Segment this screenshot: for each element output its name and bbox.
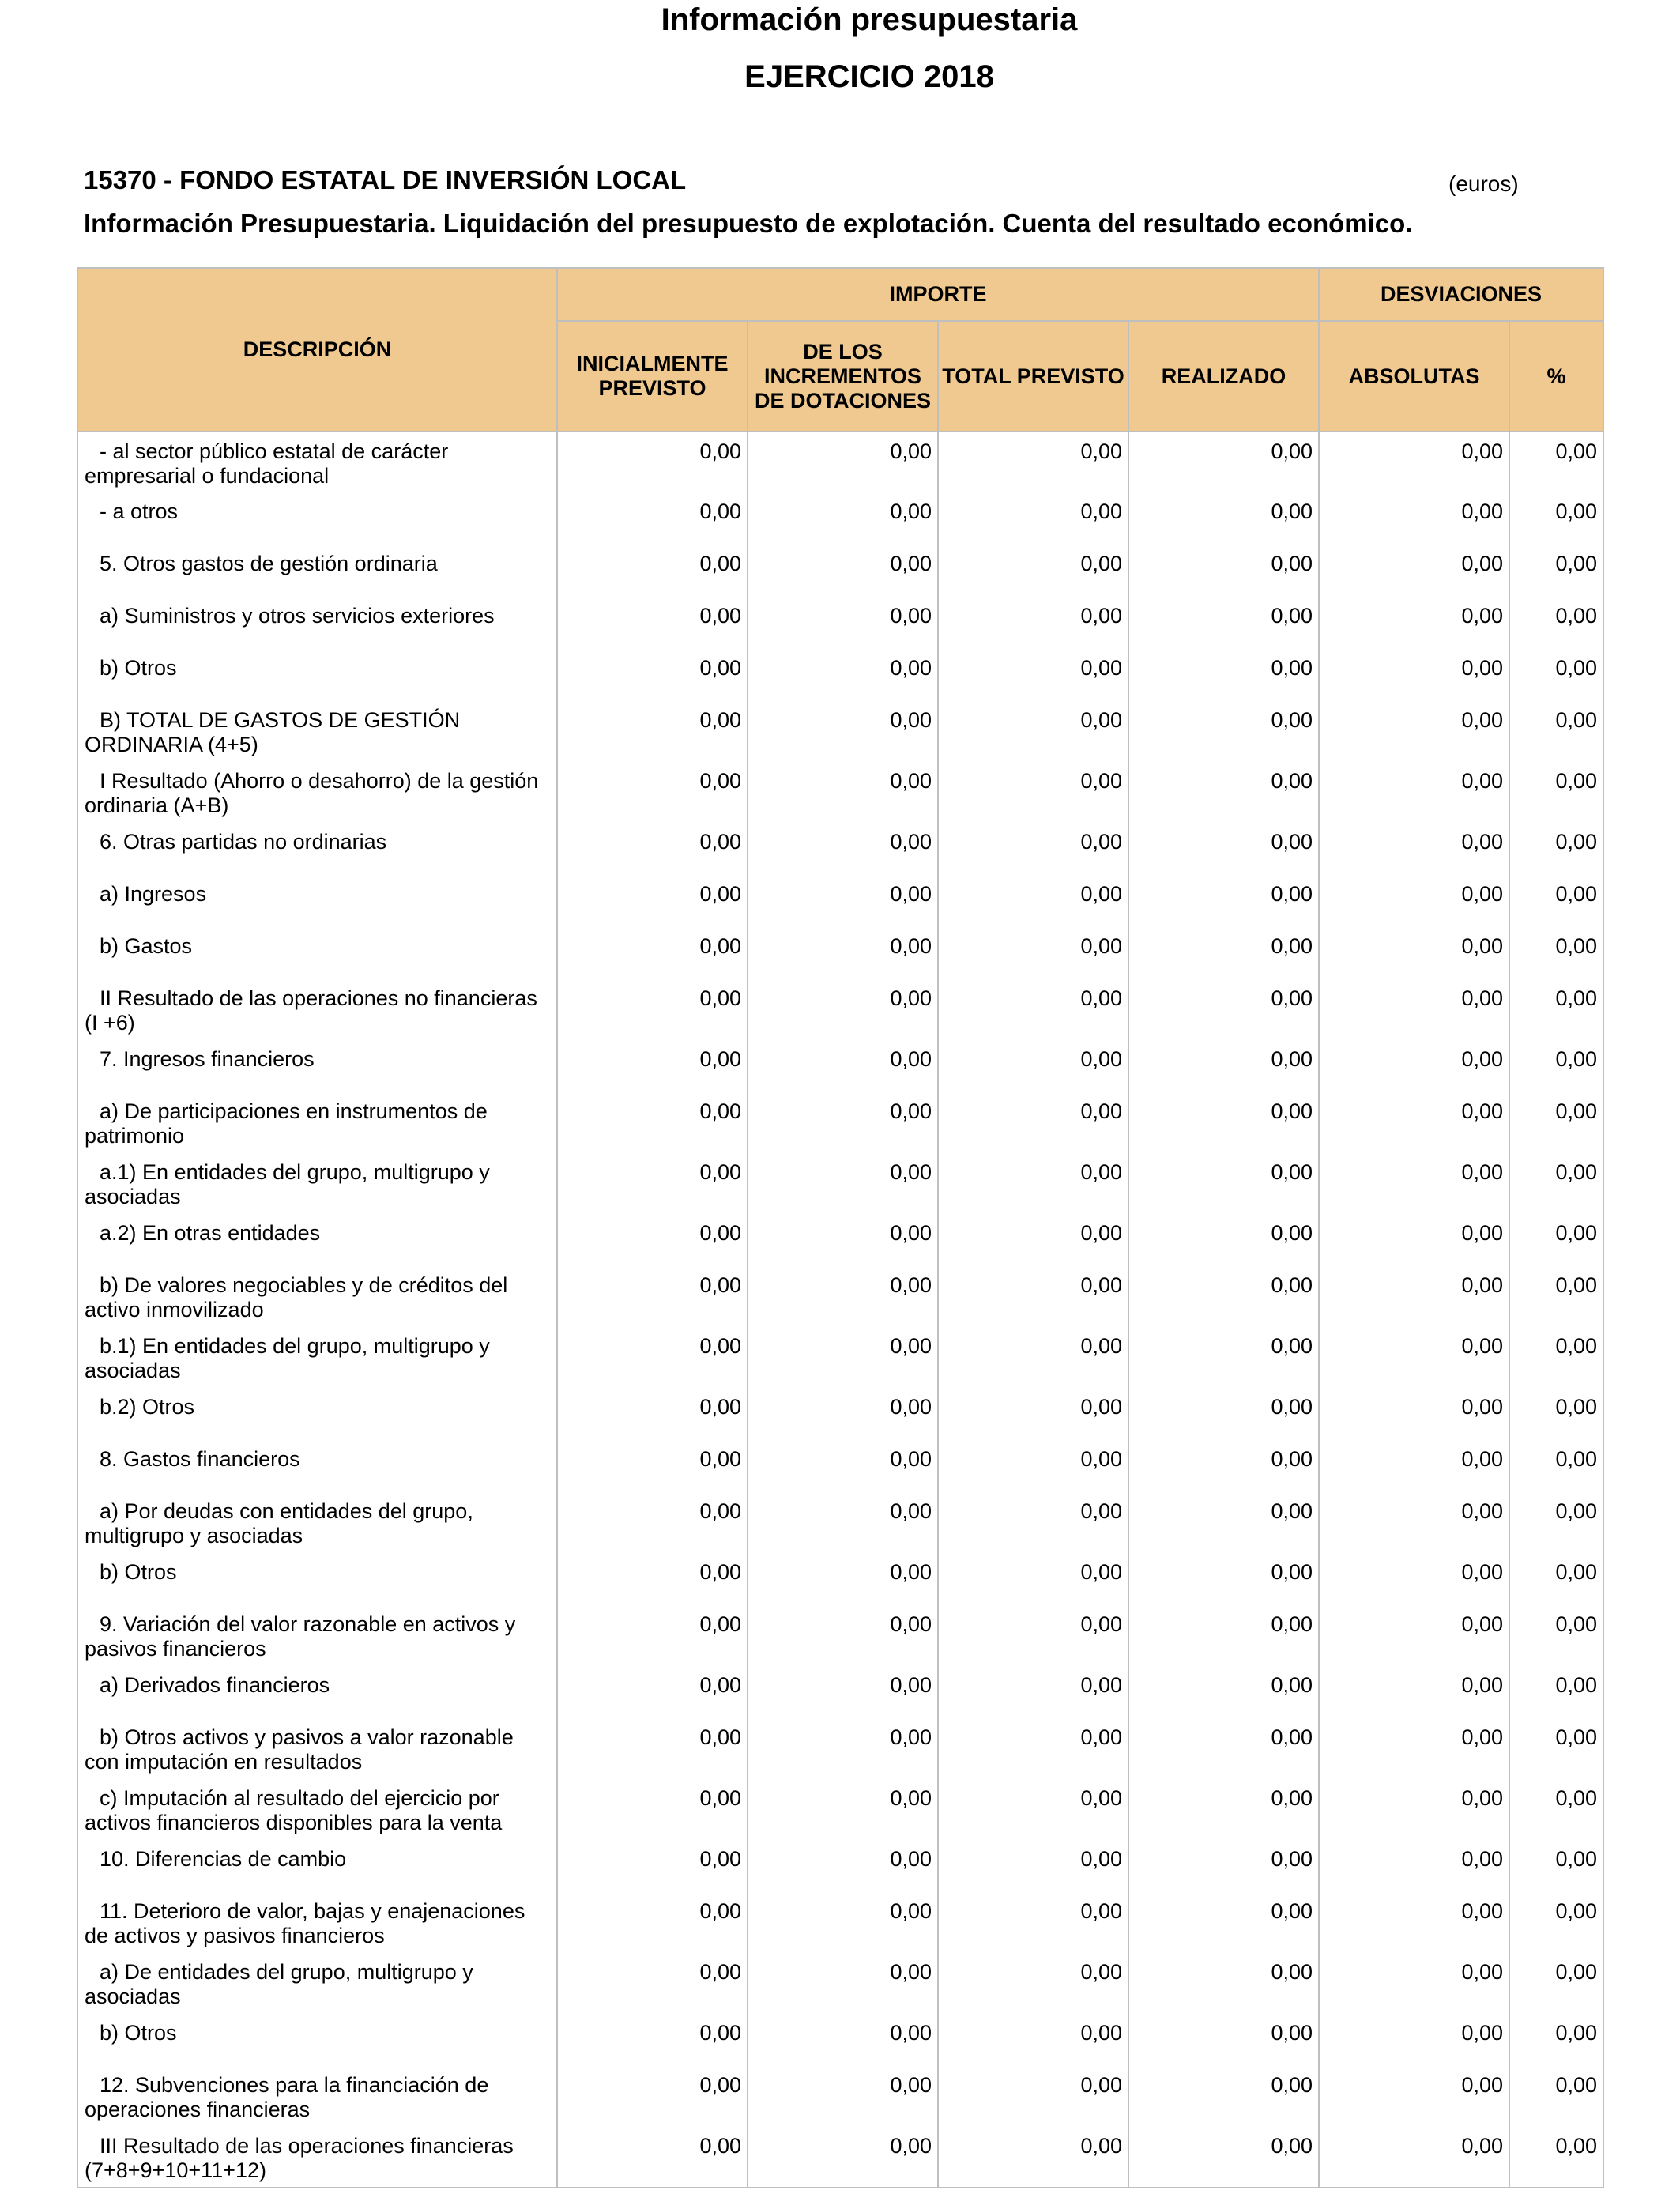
row-description: b) Otros: [77, 649, 557, 701]
cell-realizado: 0,00: [1128, 1718, 1319, 1779]
cell-total-previsto: 0,00: [938, 1718, 1128, 1779]
table-row: [77, 545, 1603, 597]
cell-realizado: 0,00: [1128, 1953, 1319, 2014]
row-description: a) De entidades del grupo, multigrupo y asociadas: [77, 1953, 557, 2014]
cell-inicialmente-previsto: 0,00: [557, 823, 748, 875]
table-row: [77, 492, 1603, 545]
cell-porcentaje: 0,00: [1509, 823, 1603, 875]
cell-absolutas: 0,00: [1319, 1953, 1509, 2014]
cell-inicialmente-previsto: 0,00: [557, 1327, 748, 1388]
cell-incrementos-dotaciones: 0,00: [748, 2127, 938, 2188]
cell-realizado: 0,00: [1128, 1492, 1319, 1553]
col-header-porcentaje: %: [1509, 321, 1603, 432]
cell-inicialmente-previsto: 0,00: [557, 1040, 748, 1092]
row-description: 6. Otras partidas no ordinarias: [77, 823, 557, 875]
cell-absolutas: 0,00: [1319, 2066, 1509, 2127]
cell-incrementos-dotaciones: 0,00: [748, 432, 938, 492]
row-description: a) Suministros y otros servicios exteriores: [77, 597, 557, 649]
cell-inicialmente-previsto: 0,00: [557, 1779, 748, 1840]
table-row: [77, 1840, 1603, 1892]
cell-absolutas: 0,00: [1319, 1492, 1509, 1553]
cell-realizado: 0,00: [1128, 1840, 1319, 1892]
cell-total-previsto: 0,00: [938, 1327, 1128, 1388]
cell-absolutas: 0,00: [1319, 1153, 1509, 1214]
cell-realizado: 0,00: [1128, 1553, 1319, 1605]
cell-inicialmente-previsto: 0,00: [557, 762, 748, 823]
cell-inicialmente-previsto: 0,00: [557, 432, 748, 492]
cell-porcentaje: 0,00: [1509, 492, 1603, 545]
cell-absolutas: 0,00: [1319, 701, 1509, 762]
cell-absolutas: 0,00: [1319, 1092, 1509, 1153]
cell-total-previsto: 0,00: [938, 1214, 1128, 1266]
table-row: [77, 1892, 1603, 1953]
table-row: [77, 1492, 1603, 1553]
row-description: I Resultado (Ahorro o desahorro) de la gestión ordinaria (A+B): [77, 762, 557, 823]
cell-inicialmente-previsto: 0,00: [557, 1153, 748, 1214]
cell-inicialmente-previsto: 0,00: [557, 2066, 748, 2127]
cell-realizado: 0,00: [1128, 2127, 1319, 2188]
cell-inicialmente-previsto: 0,00: [557, 2127, 748, 2188]
cell-absolutas: 0,00: [1319, 2014, 1509, 2066]
table-row: [77, 1153, 1603, 1214]
cell-absolutas: 0,00: [1319, 545, 1509, 597]
table-body: [77, 432, 1603, 2188]
cell-porcentaje: 0,00: [1509, 1327, 1603, 1388]
cell-porcentaje: 0,00: [1509, 1440, 1603, 1492]
cell-incrementos-dotaciones: 0,00: [748, 492, 938, 545]
cell-realizado: 0,00: [1128, 823, 1319, 875]
col-group-desviaciones: DESVIACIONES: [1319, 268, 1603, 321]
cell-realizado: 0,00: [1128, 979, 1319, 1040]
cell-porcentaje: 0,00: [1509, 1666, 1603, 1718]
row-description: 5. Otros gastos de gestión ordinaria: [77, 545, 557, 597]
cell-total-previsto: 0,00: [938, 875, 1128, 927]
cell-incrementos-dotaciones: 0,00: [748, 2066, 938, 2127]
cell-total-previsto: 0,00: [938, 1492, 1128, 1553]
cell-realizado: 0,00: [1128, 701, 1319, 762]
cell-incrementos-dotaciones: 0,00: [748, 875, 938, 927]
table-row: [77, 432, 1603, 492]
table-row: [77, 649, 1603, 701]
row-description: b) De valores negociables y de créditos del activo inmovilizado: [77, 1266, 557, 1327]
cell-total-previsto: 0,00: [938, 1666, 1128, 1718]
cell-absolutas: 0,00: [1319, 1388, 1509, 1440]
table-row: [77, 2014, 1603, 2066]
cell-porcentaje: 0,00: [1509, 597, 1603, 649]
table-row: [77, 701, 1603, 762]
cell-realizado: 0,00: [1128, 432, 1319, 492]
cell-porcentaje: 0,00: [1509, 762, 1603, 823]
cell-inicialmente-previsto: 0,00: [557, 649, 748, 701]
cell-porcentaje: 0,00: [1509, 1605, 1603, 1666]
cell-inicialmente-previsto: 0,00: [557, 1440, 748, 1492]
cell-inicialmente-previsto: 0,00: [557, 1492, 748, 1553]
cell-incrementos-dotaciones: 0,00: [748, 979, 938, 1040]
cell-incrementos-dotaciones: 0,00: [748, 1779, 938, 1840]
cell-porcentaje: 0,00: [1509, 1153, 1603, 1214]
row-description: 10. Diferencias de cambio: [77, 1840, 557, 1892]
cell-incrementos-dotaciones: 0,00: [748, 823, 938, 875]
cell-total-previsto: 0,00: [938, 1892, 1128, 1953]
cell-porcentaje: 0,00: [1509, 1779, 1603, 1840]
cell-inicialmente-previsto: 0,00: [557, 2014, 748, 2066]
cell-total-previsto: 0,00: [938, 927, 1128, 979]
cell-porcentaje: 0,00: [1509, 927, 1603, 979]
cell-total-previsto: 0,00: [938, 1266, 1128, 1327]
cell-realizado: 0,00: [1128, 2014, 1319, 2066]
cell-incrementos-dotaciones: 0,00: [748, 1492, 938, 1553]
header-row-groups: [77, 268, 1603, 321]
cell-porcentaje: 0,00: [1509, 1214, 1603, 1266]
cell-porcentaje: 0,00: [1509, 1388, 1603, 1440]
cell-inicialmente-previsto: 0,00: [557, 875, 748, 927]
cell-absolutas: 0,00: [1319, 1440, 1509, 1492]
currency-units: (euros): [1448, 172, 1519, 196]
cell-absolutas: 0,00: [1319, 1040, 1509, 1092]
col-header-absolutas: ABSOLUTAS: [1319, 321, 1509, 432]
cell-inicialmente-previsto: 0,00: [557, 979, 748, 1040]
cell-absolutas: 0,00: [1319, 1266, 1509, 1327]
cell-incrementos-dotaciones: 0,00: [748, 1388, 938, 1440]
cell-total-previsto: 0,00: [938, 1840, 1128, 1892]
cell-porcentaje: 0,00: [1509, 1840, 1603, 1892]
cell-incrementos-dotaciones: 0,00: [748, 2014, 938, 2066]
table-row: [77, 1266, 1603, 1327]
cell-total-previsto: 0,00: [938, 823, 1128, 875]
cell-absolutas: 0,00: [1319, 875, 1509, 927]
cell-total-previsto: 0,00: [938, 2014, 1128, 2066]
cell-realizado: 0,00: [1128, 1266, 1319, 1327]
cell-realizado: 0,00: [1128, 1388, 1319, 1440]
table-row: [77, 1605, 1603, 1666]
row-description: B) TOTAL DE GASTOS DE GESTIÓN ORDINARIA (4+5): [77, 701, 557, 762]
row-description: b) Otros activos y pasivos a valor razonable con imputación en resultados: [77, 1718, 557, 1779]
table-row: [77, 2066, 1603, 2127]
cell-inicialmente-previsto: 0,00: [557, 1953, 748, 2014]
cell-realizado: 0,00: [1128, 762, 1319, 823]
cell-absolutas: 0,00: [1319, 1779, 1509, 1840]
cell-incrementos-dotaciones: 0,00: [748, 1153, 938, 1214]
row-description: c) Imputación al resultado del ejercicio por activos financieros disponibles para la venta: [77, 1779, 557, 1840]
cell-incrementos-dotaciones: 0,00: [748, 649, 938, 701]
cell-realizado: 0,00: [1128, 1779, 1319, 1840]
cell-absolutas: 0,00: [1319, 1605, 1509, 1666]
cell-absolutas: 0,00: [1319, 1553, 1509, 1605]
cell-incrementos-dotaciones: 0,00: [748, 701, 938, 762]
cell-porcentaje: 0,00: [1509, 1492, 1603, 1553]
cell-realizado: 0,00: [1128, 597, 1319, 649]
cell-absolutas: 0,00: [1319, 1327, 1509, 1388]
cell-absolutas: 0,00: [1319, 823, 1509, 875]
cell-porcentaje: 0,00: [1509, 1953, 1603, 2014]
cell-total-previsto: 0,00: [938, 1388, 1128, 1440]
cell-realizado: 0,00: [1128, 1214, 1319, 1266]
cell-porcentaje: 0,00: [1509, 545, 1603, 597]
cell-inicialmente-previsto: 0,00: [557, 1666, 748, 1718]
cell-absolutas: 0,00: [1319, 762, 1509, 823]
table-row: [77, 1214, 1603, 1266]
cell-inicialmente-previsto: 0,00: [557, 1840, 748, 1892]
cell-incrementos-dotaciones: 0,00: [748, 927, 938, 979]
cell-porcentaje: 0,00: [1509, 1092, 1603, 1153]
cell-incrementos-dotaciones: 0,00: [748, 597, 938, 649]
table-row: [77, 979, 1603, 1040]
row-description: II Resultado de las operaciones no financieras (I +6): [77, 979, 557, 1040]
cell-total-previsto: 0,00: [938, 597, 1128, 649]
cell-porcentaje: 0,00: [1509, 2014, 1603, 2066]
cell-inicialmente-previsto: 0,00: [557, 1214, 748, 1266]
table-row: [77, 823, 1603, 875]
cell-total-previsto: 0,00: [938, 545, 1128, 597]
cell-realizado: 0,00: [1128, 545, 1319, 597]
cell-inicialmente-previsto: 0,00: [557, 1718, 748, 1779]
cell-total-previsto: 0,00: [938, 1153, 1128, 1214]
cell-total-previsto: 0,00: [938, 2127, 1128, 2188]
table-row: [77, 927, 1603, 979]
cell-total-previsto: 0,00: [938, 1953, 1128, 2014]
col-header-incrementos-dotaciones: DE LOS INCREMENTOS DE DOTACIONES: [748, 321, 938, 432]
row-description: 8. Gastos financieros: [77, 1440, 557, 1492]
cell-incrementos-dotaciones: 0,00: [748, 762, 938, 823]
table-row: [77, 1327, 1603, 1388]
table-row: [77, 1388, 1603, 1440]
cell-inicialmente-previsto: 0,00: [557, 1892, 748, 1953]
cell-inicialmente-previsto: 0,00: [557, 1266, 748, 1327]
cell-incrementos-dotaciones: 0,00: [748, 1718, 938, 1779]
cell-incrementos-dotaciones: 0,00: [748, 1092, 938, 1153]
cell-inicialmente-previsto: 0,00: [557, 1388, 748, 1440]
cell-total-previsto: 0,00: [938, 1440, 1128, 1492]
cell-inicialmente-previsto: 0,00: [557, 545, 748, 597]
cell-incrementos-dotaciones: 0,00: [748, 1605, 938, 1666]
row-description: b) Gastos: [77, 927, 557, 979]
cell-realizado: 0,00: [1128, 492, 1319, 545]
cell-porcentaje: 0,00: [1509, 701, 1603, 762]
cell-porcentaje: 0,00: [1509, 649, 1603, 701]
table-row: [77, 762, 1603, 823]
col-header-realizado: REALIZADO: [1128, 321, 1319, 432]
cell-porcentaje: 0,00: [1509, 1718, 1603, 1779]
fiscal-year-title: EJERCICIO 2018: [744, 59, 994, 94]
cell-absolutas: 0,00: [1319, 1840, 1509, 1892]
cell-total-previsto: 0,00: [938, 979, 1128, 1040]
cell-incrementos-dotaciones: 0,00: [748, 545, 938, 597]
cell-realizado: 0,00: [1128, 1327, 1319, 1388]
table-row: [77, 1953, 1603, 2014]
col-header-total-previsto: TOTAL PREVISTO: [938, 321, 1128, 432]
cell-total-previsto: 0,00: [938, 2066, 1128, 2127]
cell-absolutas: 0,00: [1319, 1892, 1509, 1953]
cell-incrementos-dotaciones: 0,00: [748, 1266, 938, 1327]
cell-total-previsto: 0,00: [938, 649, 1128, 701]
cell-absolutas: 0,00: [1319, 1718, 1509, 1779]
cell-total-previsto: 0,00: [938, 1092, 1128, 1153]
row-description: a.2) En otras entidades: [77, 1214, 557, 1266]
cell-porcentaje: 0,00: [1509, 2066, 1603, 2127]
cell-realizado: 0,00: [1128, 1153, 1319, 1214]
table-row: [77, 1092, 1603, 1153]
cell-porcentaje: 0,00: [1509, 1892, 1603, 1953]
cell-realizado: 0,00: [1128, 1892, 1319, 1953]
cell-incrementos-dotaciones: 0,00: [748, 1327, 938, 1388]
cell-porcentaje: 0,00: [1509, 1266, 1603, 1327]
cell-inicialmente-previsto: 0,00: [557, 927, 748, 979]
cell-realizado: 0,00: [1128, 1040, 1319, 1092]
cell-realizado: 0,00: [1128, 1605, 1319, 1666]
cell-realizado: 0,00: [1128, 1440, 1319, 1492]
table-header: [77, 268, 1603, 432]
budget-table: [77, 267, 1604, 2188]
cell-total-previsto: 0,00: [938, 1040, 1128, 1092]
cell-realizado: 0,00: [1128, 875, 1319, 927]
row-description: - a otros: [77, 492, 557, 545]
cell-absolutas: 0,00: [1319, 1666, 1509, 1718]
row-description: b) Otros: [77, 1553, 557, 1605]
row-description: b) Otros: [77, 2014, 557, 2066]
table-row: [77, 1440, 1603, 1492]
cell-total-previsto: 0,00: [938, 492, 1128, 545]
cell-total-previsto: 0,00: [938, 762, 1128, 823]
cell-absolutas: 0,00: [1319, 979, 1509, 1040]
cell-absolutas: 0,00: [1319, 492, 1509, 545]
row-description: 9. Variación del valor razonable en activos y pasivos financieros: [77, 1605, 557, 1666]
table-row: [77, 1779, 1603, 1840]
cell-incrementos-dotaciones: 0,00: [748, 1440, 938, 1492]
cell-realizado: 0,00: [1128, 649, 1319, 701]
row-description: 11. Deterioro de valor, bajas y enajenaciones de activos y pasivos financieros: [77, 1892, 557, 1953]
cell-absolutas: 0,00: [1319, 927, 1509, 979]
table-row: [77, 1040, 1603, 1092]
col-header-inicialmente-previsto: INICIALMENTE PREVISTO: [557, 321, 748, 432]
cell-total-previsto: 0,00: [938, 432, 1128, 492]
table-row: [77, 1666, 1603, 1718]
cell-porcentaje: 0,00: [1509, 2127, 1603, 2188]
row-description: a) De participaciones en instrumentos de patrimonio: [77, 1092, 557, 1153]
cell-porcentaje: 0,00: [1509, 875, 1603, 927]
cell-inicialmente-previsto: 0,00: [557, 1553, 748, 1605]
cell-porcentaje: 0,00: [1509, 1553, 1603, 1605]
cell-incrementos-dotaciones: 0,00: [748, 1892, 938, 1953]
cell-realizado: 0,00: [1128, 927, 1319, 979]
cell-porcentaje: 0,00: [1509, 979, 1603, 1040]
row-description: a) Por deudas con entidades del grupo, multigrupo y asociadas: [77, 1492, 557, 1553]
cell-total-previsto: 0,00: [938, 1779, 1128, 1840]
cell-absolutas: 0,00: [1319, 649, 1509, 701]
row-description: b.2) Otros: [77, 1388, 557, 1440]
cell-incrementos-dotaciones: 0,00: [748, 1214, 938, 1266]
table-row: [77, 1553, 1603, 1605]
report-subtitle: Información Presupuestaria. Liquidación del presupuesto de explotación. Cuenta del resultado económico.: [84, 209, 1413, 238]
table-row: [77, 1718, 1603, 1779]
cell-inicialmente-previsto: 0,00: [557, 701, 748, 762]
row-description: 12. Subvenciones para la financiación de operaciones financieras: [77, 2066, 557, 2127]
cell-incrementos-dotaciones: 0,00: [748, 1666, 938, 1718]
row-description: III Resultado de las operaciones financieras (7+8+9+10+11+12): [77, 2127, 557, 2188]
row-description: 7. Ingresos financieros: [77, 1040, 557, 1092]
entity-heading: 15370 - FONDO ESTATAL DE INVERSIÓN LOCAL: [84, 165, 687, 194]
row-description: b.1) En entidades del grupo, multigrupo y asociadas: [77, 1327, 557, 1388]
cell-realizado: 0,00: [1128, 2066, 1319, 2127]
cell-total-previsto: 0,00: [938, 701, 1128, 762]
cell-inicialmente-previsto: 0,00: [557, 1605, 748, 1666]
cell-realizado: 0,00: [1128, 1666, 1319, 1718]
col-header-descripcion: DESCRIPCIÓN: [77, 268, 557, 432]
cell-total-previsto: 0,00: [938, 1553, 1128, 1605]
cell-incrementos-dotaciones: 0,00: [748, 1953, 938, 2014]
row-description: a) Derivados financieros: [77, 1666, 557, 1718]
cell-absolutas: 0,00: [1319, 597, 1509, 649]
cell-absolutas: 0,00: [1319, 432, 1509, 492]
cell-porcentaje: 0,00: [1509, 1040, 1603, 1092]
cell-absolutas: 0,00: [1319, 1214, 1509, 1266]
table-row: [77, 2127, 1603, 2188]
table-row: [77, 597, 1603, 649]
cell-porcentaje: 0,00: [1509, 432, 1603, 492]
cell-incrementos-dotaciones: 0,00: [748, 1040, 938, 1092]
cell-realizado: 0,00: [1128, 1092, 1319, 1153]
cell-total-previsto: 0,00: [938, 1605, 1128, 1666]
cell-incrementos-dotaciones: 0,00: [748, 1840, 938, 1892]
table-row: [77, 875, 1603, 927]
col-group-importe: IMPORTE: [557, 268, 1319, 321]
row-description: - al sector público estatal de carácter empresarial o fundacional: [77, 432, 557, 492]
row-description: a.1) En entidades del grupo, multigrupo y asociadas: [77, 1153, 557, 1214]
document-title: Información presupuestaria: [661, 2, 1078, 37]
row-description: a) Ingresos: [77, 875, 557, 927]
cell-incrementos-dotaciones: 0,00: [748, 1553, 938, 1605]
cell-inicialmente-previsto: 0,00: [557, 597, 748, 649]
cell-inicialmente-previsto: 0,00: [557, 1092, 748, 1153]
cell-inicialmente-previsto: 0,00: [557, 492, 748, 545]
cell-absolutas: 0,00: [1319, 2127, 1509, 2188]
